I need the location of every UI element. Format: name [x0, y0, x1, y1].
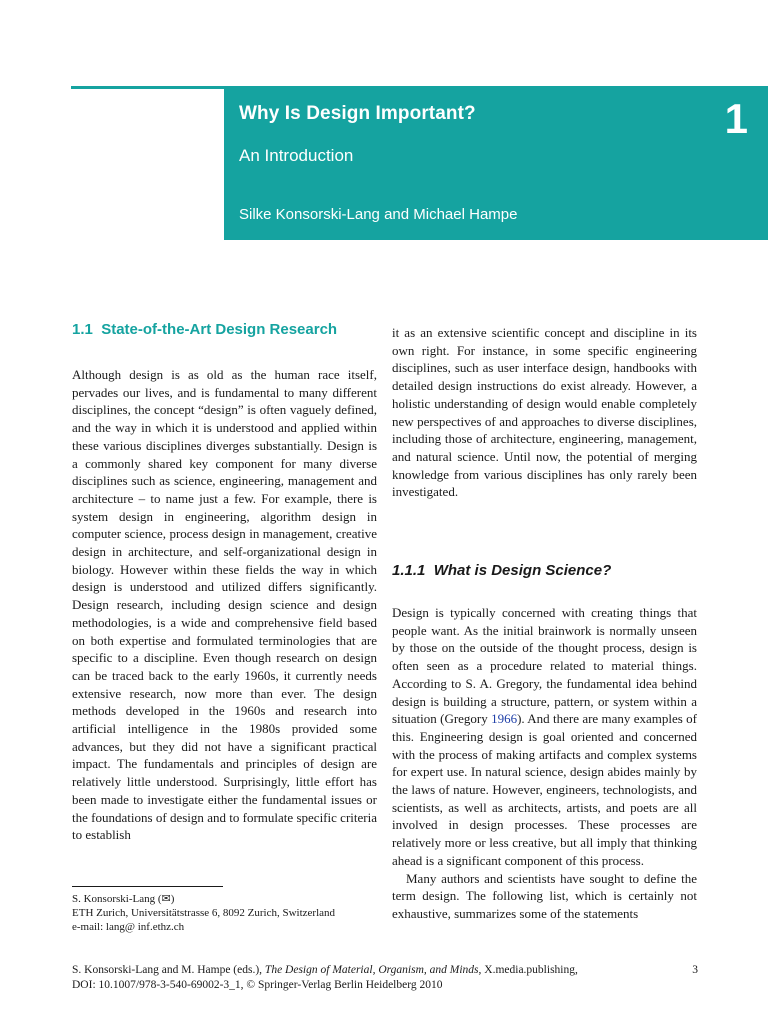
- footnote: [72, 892, 335, 934]
- section-body: Although design is as old as the human race itself, pervades our lives, and is fundamental to many different disciplines, the concept “design” is often vaguely defined, and the way in which it is understood and applied within these various disciplines diverges substantially. Design is a commonly shared key component for many diverse disciplines such as science, engineering, management and architecture – to name just a few. For example, there is system design in engineering, algorithm design in computer science, process design in management, creative design in architecture, and self-organizational design in biology. However within these fields the way in which design is understood and utilized differs significantly. Design research, including design science and design methodologies, is a wide and comprehensive field based on both expertise and formulated terminologies that are specific to a discipline. Even though research on design can be traced back to the early 1960s, it currently needs extensive research, now more than ever. The design methods developed in the 1960s and research into artificial intelligence in the 1980s provided some advances, but they did not have a significant practical impact. The fundamentals and principles of design are relatively little understood. Surprisingly, little effort has been made to investigate either the fundamental issues or the foundations of design and to formulate specific criteria to establish: [72, 367, 377, 843]
- right-column-top: [392, 324, 697, 501]
- subsection-paragraph-2: Many authors and scientists have sought to define the term design. The following list, which is certainly not exhaustive, summarizes some of the statements: [392, 870, 697, 921]
- left-column: [72, 366, 377, 844]
- subsection-heading: [392, 562, 611, 579]
- citation-link[interactable]: 1966: [491, 711, 518, 727]
- right-column-bottom: [392, 604, 697, 923]
- chapter-subtitle: An Introduction: [239, 146, 354, 165]
- paragraph-text: Design is typically concerned with creating things that people want. As the initial brainwork is normally unseen by those on the outside of the thought process, design is often seen as a procedure related to material things. According to S. A. Gregory, the fundamental idea behind design is building a structure, pattern, or system within a situation (Gregory: [392, 605, 697, 727]
- chapter-number: 1: [724, 95, 748, 142]
- footnote-email: e-mail: lang@ inf.ethz.ch: [72, 921, 185, 933]
- footer-citation: [72, 963, 698, 978]
- footnote-author: S. Konsorski-Lang (✉): [72, 893, 175, 905]
- chapter-banner: [224, 89, 768, 240]
- section-continuation: it as an extensive scientific concept and discipline in its own right. For instance, in some specific engineering disciplines, such as user interface design, handbooks with detailed design instructions do exist already. However, a holistic understanding of design would enable completely new perspectives of and approaches to diverse disciplines, including those of architecture, engineering, management, and natural science. Until now, the potential of merging knowledge from various disciplines has only rarely been investigated.: [392, 325, 697, 500]
- footnote-affiliation: ETH Zurich, Universitätstrasse 6, 8092 Zurich, Switzerland: [72, 907, 336, 919]
- footnote-rule: [72, 886, 223, 887]
- page-footer: [72, 963, 698, 993]
- subsection-number: 1.1.1: [392, 562, 426, 579]
- subsection-paragraph-1: [392, 604, 697, 870]
- footer-doi: DOI: 10.1007/978-3-540-69002-3_1, © Springer-Verlag Berlin Heidelberg 2010: [72, 979, 443, 991]
- section-number: 1.1: [72, 321, 93, 338]
- footer-publisher: , X.media.publishing,: [478, 964, 578, 976]
- page-number: 3: [692, 964, 698, 976]
- paragraph-text: ). And there are many examples of this. Engineering design is goal oriented and concerned with the process of making artifacts and complex systems for expert use. In natural science, design abides mainly by the laws of nature. However, engineers, technologists, and scientists, as well as architects, artists, and poets are all involved in design processes. These processes are relatively more or less creative, but all imply that thinking ahead is a significant component of this process.: [392, 711, 698, 868]
- chapter-authors: Silke Konsorski-Lang and Michael Hampe: [239, 206, 518, 223]
- section-title: State-of-the-Art Design Research: [101, 321, 338, 338]
- subsection-title: What is Design Science?: [433, 562, 612, 579]
- footer-book-title: The Design of Material, Organism, and Minds: [264, 964, 479, 976]
- chapter-title: Why Is Design Important?: [239, 103, 476, 124]
- section-heading: [72, 321, 337, 338]
- footer-editors: S. Konsorski-Lang and M. Hampe (eds.),: [72, 964, 265, 976]
